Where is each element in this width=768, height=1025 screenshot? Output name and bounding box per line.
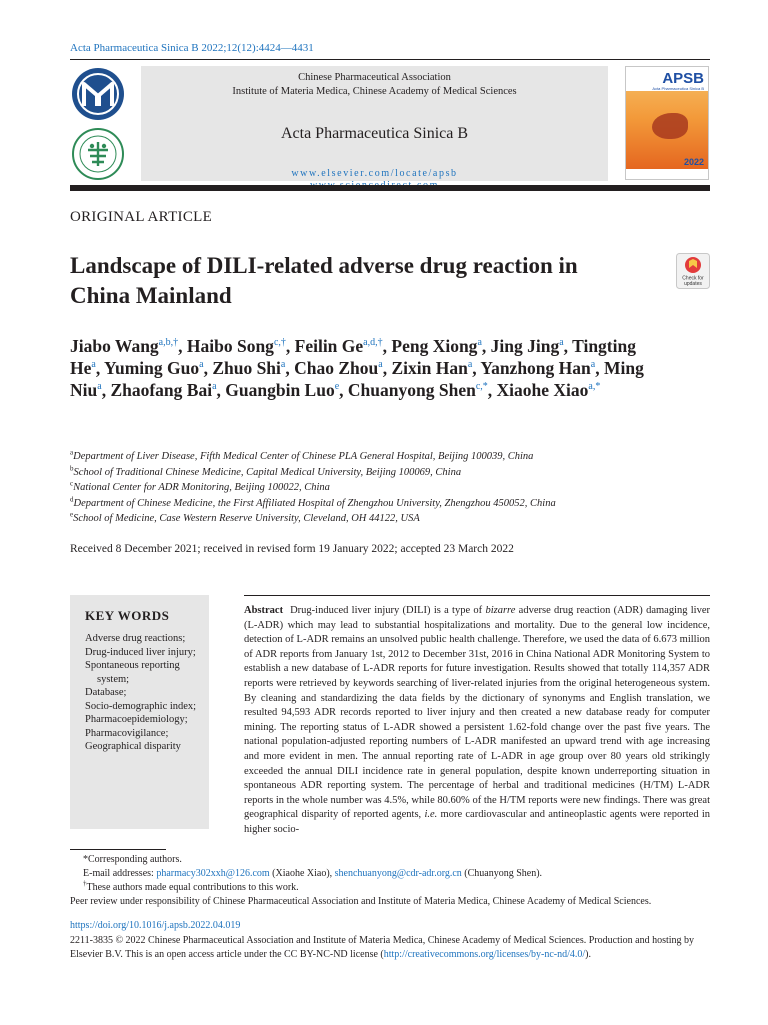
author-separator: , — [95, 358, 104, 378]
license-text — [70, 934, 710, 962]
author-list — [70, 335, 670, 401]
author-separator: , — [472, 358, 481, 378]
author-affiliation-marker[interactable]: a — [280, 359, 286, 371]
affiliation-item — [70, 511, 710, 527]
author-affiliation-marker[interactable]: a — [199, 359, 204, 371]
affiliation-key: c — [70, 479, 74, 488]
email-link-xiao[interactable]: pharmacy302xxh@126.com — [156, 868, 270, 879]
corresponding-mark: * — [83, 854, 88, 865]
check-for-updates-button[interactable] — [676, 253, 710, 289]
author-affiliation-marker[interactable]: a — [378, 359, 383, 371]
affiliation-item — [70, 449, 710, 465]
crossmark-icon — [676, 253, 710, 289]
author-name: Zhaofang Bai — [110, 380, 213, 400]
email-name-shen: (Chuanyong Shen). — [461, 868, 543, 879]
article-type: ORIGINAL ARTICLE — [70, 209, 213, 225]
publisher-logos — [66, 66, 130, 184]
author-separator: , — [216, 380, 226, 400]
affiliation-item — [70, 480, 710, 496]
author-name: Chuanyong Shen — [347, 380, 476, 400]
author-name: Guangbin Luo — [225, 380, 335, 400]
author-separator: , — [203, 358, 213, 378]
author-name: Xiaohe Xiao — [496, 380, 589, 400]
author-name: Peng Xiong — [391, 336, 478, 356]
author-name: Tingting He — [70, 336, 636, 378]
affiliation-text: School of Traditional Chinese Medicine, Capital Medical University, Beijing 100069, China — [73, 466, 462, 478]
affiliation-text: National Center for ADR Monitoring, Beijing 100022, China — [73, 482, 330, 493]
author-separator: , — [285, 336, 295, 356]
author-affiliation-marker[interactable]: a — [212, 381, 217, 393]
article-title: Landscape of DILI-related adverse drug reaction in China Mainland — [70, 253, 578, 308]
author-name: Feilin Ge — [294, 336, 364, 356]
abstract-italic-2: i.e. — [424, 809, 438, 821]
author-affiliation-marker[interactable]: a,* — [588, 381, 601, 393]
affiliation-item — [70, 465, 710, 481]
keyword-item: Spontaneous reporting — [85, 660, 180, 671]
author-separator: , — [178, 336, 187, 356]
keyword-item: Pharmacovigilance; — [85, 727, 169, 739]
keyword-item: Geographical disparity — [85, 741, 181, 752]
abstract — [244, 604, 710, 838]
author-separator: , — [481, 336, 491, 356]
keyword-item: Database; — [85, 687, 127, 698]
author-separator: , — [285, 358, 295, 378]
affiliation-list — [70, 449, 710, 527]
org-name-1: Chinese Pharmaceutical Association — [298, 72, 451, 83]
crossmark-label-2: updates — [684, 281, 702, 287]
author-name: Jing Jing — [490, 336, 560, 356]
author-affiliation-marker[interactable]: a — [590, 359, 596, 371]
author-separator: , — [101, 380, 111, 400]
author-name: Yanzhong Han — [480, 358, 591, 378]
journal-name: Acta Pharmaceutica Sinica B — [280, 125, 469, 142]
license-close: ). — [585, 949, 592, 960]
author-affiliation-marker[interactable]: a,d,† — [363, 337, 383, 349]
author-name: Zixin Han — [391, 358, 468, 378]
email-note — [70, 867, 710, 881]
keyword-item: system; — [97, 673, 130, 685]
running-head[interactable]: Acta Pharmaceutica Sinica B 2022;12(12):4424—4431 — [70, 42, 314, 54]
abstract-text-1: Drug-induced liver injury (DILI) is a type of — [290, 605, 486, 616]
email-name-xiao: (Xiaohe Xiao), — [269, 868, 335, 879]
author-separator: , — [339, 380, 348, 400]
author-name: Zhuo Shi — [212, 358, 281, 378]
equal-text: These authors made equal contributions to this work. — [86, 882, 299, 893]
keywords-box — [70, 595, 209, 829]
author-affiliation-marker[interactable]: a — [559, 337, 564, 349]
abstract-rule — [244, 595, 710, 596]
cover-subtitle: Acta Pharmaceutica Sinica B — [652, 86, 704, 91]
keyword-item: Adverse drug reactions; — [85, 633, 186, 644]
affiliation-item — [70, 496, 710, 512]
affiliation-text: Department of Chinese Medicine, the First Affiliated Hospital of Zhengzhou University, Zhengzhou 450052, China — [73, 497, 556, 509]
affiliation-key: b — [70, 464, 74, 472]
doi-link[interactable]: https://doi.org/10.1016/j.apsb.2022.04.019 — [70, 920, 241, 931]
footnotes — [70, 853, 710, 909]
affiliation-text: Department of Liver Disease, Fifth Medical Center of Chinese PLA General Hospital, Beijing 100039, China — [73, 451, 534, 462]
author-affiliation-marker[interactable]: e — [334, 381, 340, 393]
email-label: E-mail addresses: — [83, 868, 157, 879]
keyword-item: Drug-induced liver injury; — [85, 646, 196, 658]
header-rule — [70, 59, 710, 60]
license-body: 2211-3835 © 2022 Chinese Pharmaceutical Association and Institute of Materia Medica, Chinese Academy of Medical Sciences. Production and hosting by Elsevier B.V. This is an open access article under the CC BY-NC-ND license ( — [70, 935, 695, 960]
author-name: Ming Niu — [70, 358, 644, 400]
author-separator: , — [382, 336, 392, 356]
author-affiliation-marker[interactable]: a — [91, 359, 96, 371]
author-affiliation-marker[interactable]: a — [477, 337, 482, 349]
abstract-heading: Abstract — [244, 605, 284, 616]
affiliation-text: School of Medicine, Case Western Reserve University, Cleveland, OH 44122, USA — [73, 513, 420, 524]
author-name: Chao Zhou — [294, 358, 379, 378]
corresponding-text: Corresponding authors. — [88, 854, 182, 865]
author-name: Haibo Song — [186, 336, 274, 356]
cover-year: 2022 — [683, 157, 704, 167]
keywords-list — [85, 632, 209, 754]
author-affiliation-marker[interactable]: c,* — [475, 381, 488, 393]
cpa-logo-icon — [66, 66, 130, 184]
author-affiliation-marker[interactable]: c,† — [273, 337, 286, 349]
header-thick-rule — [70, 185, 710, 191]
equal-mark: † — [83, 879, 87, 888]
author-affiliation-marker[interactable]: a — [467, 359, 473, 371]
affiliation-key: e — [70, 510, 74, 519]
footnote-rule — [70, 849, 166, 850]
author-separator: , — [563, 336, 573, 356]
keyword-item: Socio-demographic index; — [85, 700, 197, 712]
author-separator: , — [382, 358, 392, 378]
affiliation-key: d — [70, 495, 74, 503]
corresponding-note — [70, 853, 710, 867]
email-link-shen[interactable]: shenchuanyong@cdr-adr.org.cn — [334, 868, 462, 879]
author-separator: , — [487, 380, 497, 400]
abstract-text-3: more cardiovascular and antineoplastic agents were reported in higher socio- — [244, 809, 710, 835]
journal-cover-image — [625, 66, 709, 180]
crossmark-label-1: Check for — [682, 275, 704, 282]
cover-title: APSB — [662, 70, 704, 87]
keyword-item: Pharmacoepidemiology; — [85, 714, 188, 725]
equal-contribution-note — [70, 881, 710, 895]
affiliation-key: a — [70, 448, 74, 457]
abstract-text-2: adverse drug reaction (ADR) damaging liver (L-ADR) which may lead to substantial hospitalizations and mortality. Due to the general low incidence, detection of L-ADR remains an unsolved public health challenge. Therefore, we used the data of 6.673 million of ADR reports from January 1st, 2012 to December 31st, 2016 in China National ADR Monitoring System to establish a new database of L-ADR reports for future investigation. Results showed that totally 114,357 ADR reports were retrieved by keywords searching of liver-related injuries from the original heterogeneous system. By cleaning and standardizing the data fields by the dictionary of synonyms and English translation, we resulted 94,593 ADR records reported to liver injury and then created a new database ready for computer mining. The reporting status of L-ADR showed a persistent 1.62-fold change over the past five years. The national population-adjusted reporting numbers of L-ADR manifested an upward trend with age increasing and more evident in men. The annual reporting rate of L-ADR in age group over 80 years old strikingly exceeded the annual DILI incidence rate in general population, despite known underreporting situation in spontaneous ADR reporting system. The percentage of herbal and traditional medicines (H/TM) L-ADR reports in the whole number was 4.5%, while 80.60% of the H/TM reports were new findings. There was great geographical disparity of reported agents, — [244, 605, 711, 821]
received-dates: Received 8 December 2021; received in revised form 19 January 2022; accepted 23 March 2022 — [70, 543, 514, 555]
license-link[interactable]: http://creativecommons.org/licenses/by-nc-nd/4.0/ — [383, 949, 586, 960]
journal-masthead — [141, 66, 608, 181]
liver-illustration-icon — [652, 113, 688, 139]
author-name: Jiabo Wang — [70, 336, 159, 356]
journal-url-link[interactable]: www.elsevier.com/locate/apsb — [291, 168, 458, 179]
author-affiliation-marker[interactable]: a — [97, 381, 102, 393]
cover-bottom-band — [626, 169, 709, 179]
abstract-italic-1: bizarre — [485, 605, 516, 616]
keywords-title: KEY WORDS — [85, 608, 170, 623]
org-name-2: Institute of Materia Medica, Chinese Academy of Medical Sciences — [232, 86, 517, 97]
author-separator: , — [595, 358, 604, 378]
author-affiliation-marker[interactable]: a,b,† — [158, 337, 179, 349]
author-name: Yuming Guo — [103, 358, 200, 378]
peer-review-note: Peer review under responsibility of Chinese Pharmaceutical Association and Institute of Materia Medica, Chinese Academy of Medical Sciences. — [70, 896, 652, 907]
